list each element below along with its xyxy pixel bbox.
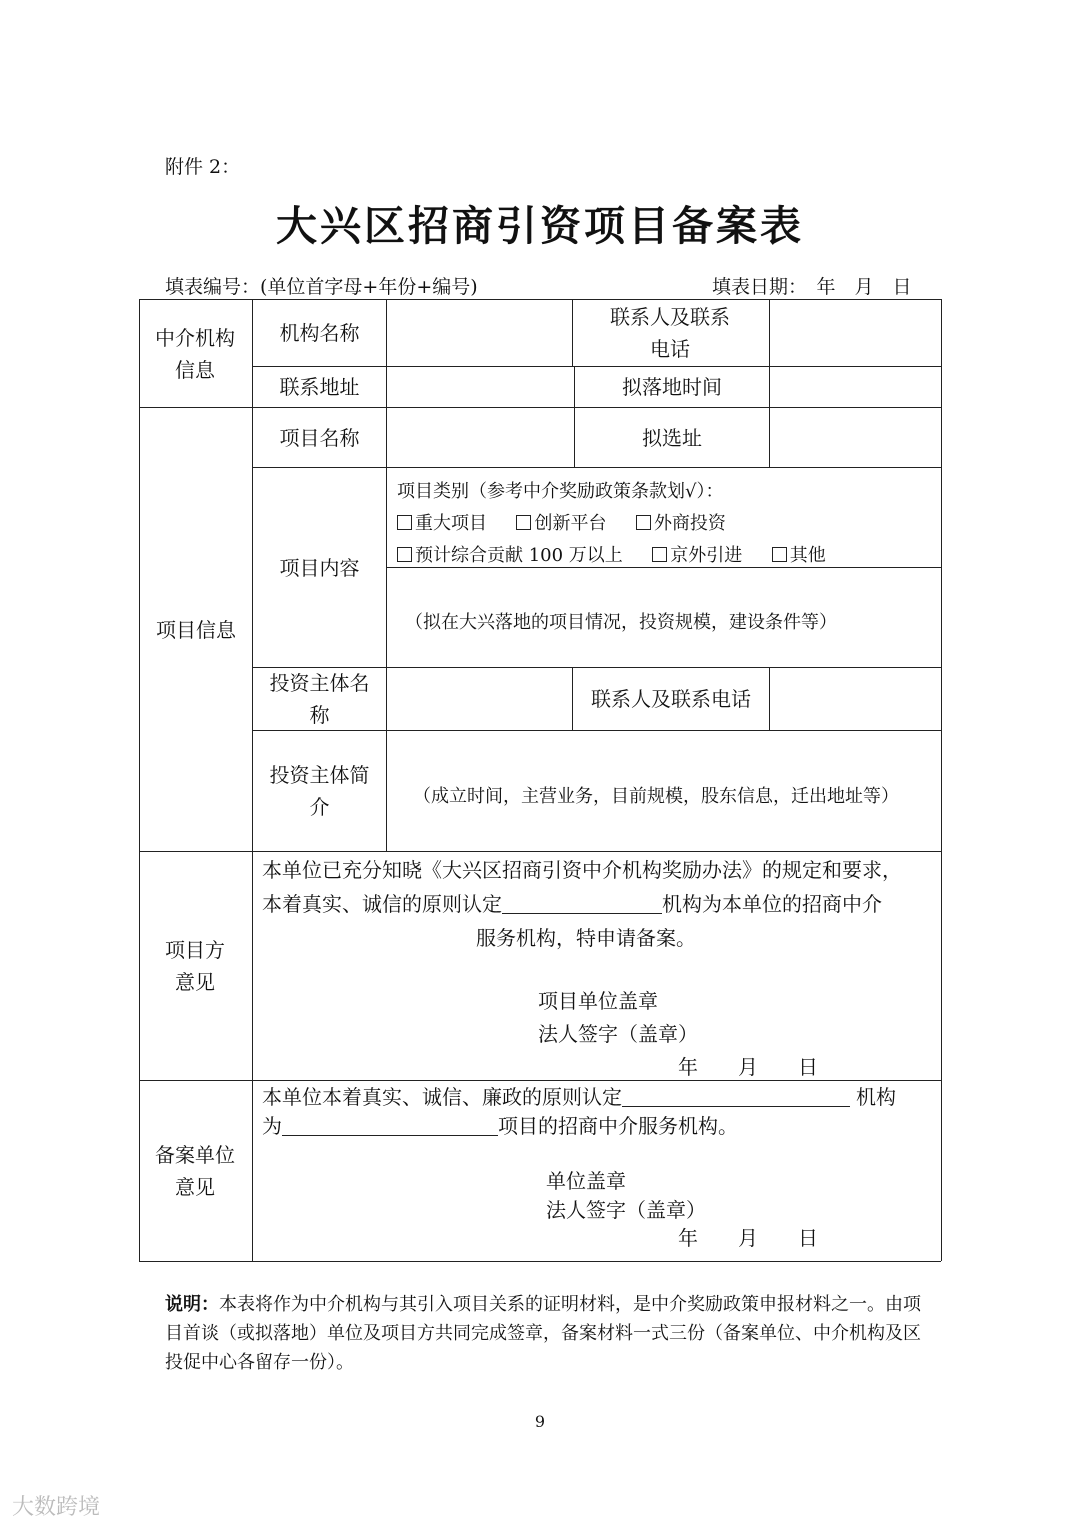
category-option[interactable]: 其他 <box>772 545 826 566</box>
investor-contact-field[interactable] <box>770 668 941 730</box>
agency-name-field[interactable] <box>387 300 572 366</box>
investor-contact-label: 联系人及联系电话 <box>591 687 751 711</box>
checkbox-icon[interactable] <box>636 515 651 530</box>
project-opinion-line3: 服务机构，特申请备案。 <box>476 926 696 950</box>
agency-address-label: 联系地址 <box>279 375 360 399</box>
investor-profile-hint: （成立时间，主营业务，目前规模，股东信息，迁出地址等） <box>413 786 899 807</box>
filing-opinion-label: 备案单位意见 <box>155 1143 235 1199</box>
category-option[interactable]: 预计综合贡献 100 万以上 <box>397 545 623 566</box>
project-section-label: 项目信息 <box>156 617 236 642</box>
project-site-label: 拟选址 <box>642 425 702 450</box>
form-number-label: 填表编号：(单位首字母+年份+编号) <box>165 276 478 298</box>
landing-time-label: 拟落地时间 <box>622 375 722 399</box>
form-date-label: 填表日期： 年 月 日 <box>712 276 912 298</box>
category-option[interactable]: 重大项目 <box>397 513 487 534</box>
page-number: 9 <box>534 1412 546 1431</box>
investor-profile-label: 投资主体简介 <box>269 763 370 819</box>
agency-contact-field[interactable] <box>770 300 941 366</box>
attachment-label: 附件 2： <box>165 156 241 178</box>
investor-name-label: 投资主体名称 <box>269 671 370 727</box>
filing-opinion-line2: 为 项目的招商中介服务机构。 <box>262 1114 738 1138</box>
category-row-2 <box>397 541 826 567</box>
project-site-field[interactable] <box>770 408 941 467</box>
checkbox-icon[interactable] <box>397 515 412 530</box>
filing-date-label: 年 月 日 <box>678 1226 818 1250</box>
agency-address-field[interactable] <box>387 367 574 407</box>
agency-contact-label: 联系人及联系电话 <box>610 305 730 361</box>
note-text: 本表将作为中介机构与其引入项目关系的证明材料，是中介奖励政策申报材料之一。由项目首谈（或拟落地）单位及项目方共同完成签章，备案材料一式三份（备案单位、中介机构及区投促中心各留存一份）。 <box>165 1294 921 1373</box>
filing-sign-label: 法人签字（盖章） <box>546 1198 706 1222</box>
project-seal-label: 项目单位盖章 <box>538 989 658 1013</box>
project-opinion-label: 项目方意见 <box>165 938 225 994</box>
category-row-1 <box>397 509 726 535</box>
watermark: 大数跨境 <box>12 1495 101 1520</box>
checkbox-icon[interactable] <box>397 547 412 562</box>
category-option[interactable]: 京外引进 <box>652 545 742 566</box>
form-title: 大兴区招商引资项目备案表 <box>276 202 804 250</box>
category-prompt: 项目类别（参考中介奖励政策条款划√）： <box>397 481 724 502</box>
project-content-label: 项目内容 <box>279 555 360 580</box>
project-sign-label: 法人签字（盖章） <box>538 1022 698 1046</box>
note-label: 说明： <box>165 1294 219 1315</box>
content-hint: （拟在大兴落地的项目情况，投资规模，建设条件等） <box>405 612 837 633</box>
project-opinion-line1: 本单位已充分知晓《大兴区招商引资中介机构奖励办法》的规定和要求， <box>262 858 902 882</box>
filing-project-blank[interactable] <box>282 1117 498 1136</box>
category-option[interactable]: 外商投资 <box>636 513 726 534</box>
project-name-field[interactable] <box>387 408 574 467</box>
project-opinion-line2: 本着真实、诚信的原则认定 机构为本单位的招商中介 <box>262 892 882 916</box>
checkbox-icon[interactable] <box>772 547 787 562</box>
category-option[interactable]: 创新平台 <box>516 513 606 534</box>
investor-name-field[interactable] <box>387 668 572 730</box>
agency-name-blank[interactable] <box>502 895 662 914</box>
filing-agency-blank[interactable] <box>622 1088 850 1107</box>
project-date-label: 年 月 日 <box>678 1055 818 1079</box>
agency-section-label: 中介机构信息 <box>155 325 235 382</box>
filing-opinion-line1: 本单位本着真实、诚信、廉政的原则认定 机构 <box>262 1085 896 1109</box>
checkbox-icon[interactable] <box>516 515 531 530</box>
note <box>165 1290 925 1377</box>
filing-seal-label: 单位盖章 <box>546 1169 626 1193</box>
agency-name-label: 机构名称 <box>279 321 360 345</box>
landing-time-field[interactable] <box>770 367 941 407</box>
checkbox-icon[interactable] <box>652 547 667 562</box>
project-name-label: 项目名称 <box>279 425 360 450</box>
